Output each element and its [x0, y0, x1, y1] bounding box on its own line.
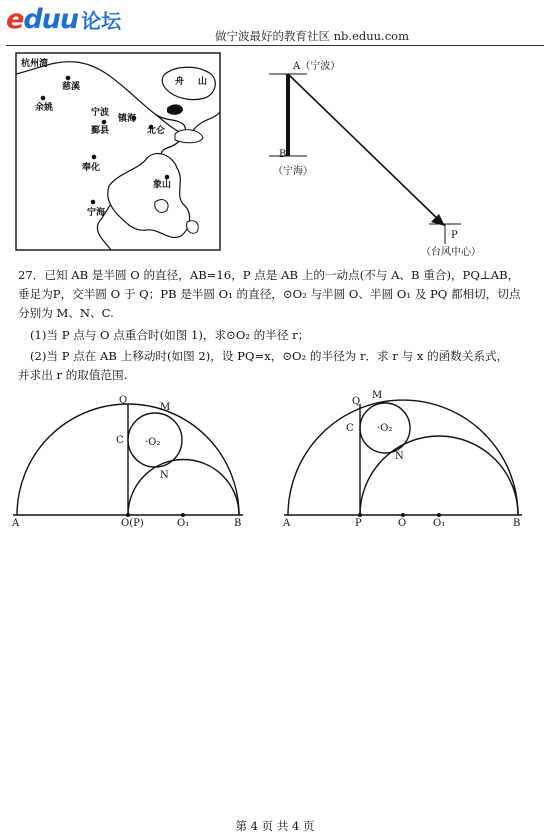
map-label-beilun: 北仑 — [147, 126, 166, 136]
map-label-ningbo: 宁波 — [91, 108, 110, 118]
city-dot-xiangshan — [165, 175, 170, 180]
logo-duu: duu — [23, 4, 79, 35]
city-dot-fenghua — [92, 155, 97, 160]
city-dot-ninghai — [91, 200, 96, 205]
figure-1 — [0, 385, 275, 530]
logo-e: e — [6, 4, 24, 35]
island-shape — [155, 200, 168, 213]
xiangshan-peninsula — [108, 153, 190, 237]
map-label-hangzhouwan: 杭州湾 — [21, 59, 49, 69]
route-arrow — [288, 74, 443, 224]
label-n: N — [395, 451, 404, 462]
island-shape — [175, 130, 203, 143]
logo-forum: 论坛 — [81, 9, 122, 33]
label-o-p: O(P) — [121, 518, 144, 529]
label-a-ningbo: A（宁波） — [293, 61, 341, 72]
label-o2: ·O₂ — [145, 437, 161, 448]
point-o1 — [181, 513, 185, 517]
label-typhoon-center: （台风中心） — [421, 247, 481, 258]
label-a: A — [283, 518, 291, 529]
label-q: Q — [119, 395, 128, 406]
problem-part-1: (1)当 P 点与 O 点重合时(如图 1)，求⊙O₂ 的半径 r； — [30, 328, 310, 342]
label-m: M — [160, 402, 171, 413]
point-o — [401, 513, 405, 517]
semicircle-o1 — [128, 460, 239, 516]
map-label-zhoushan-1: 舟 — [175, 77, 185, 87]
island-shape — [167, 104, 183, 114]
label-m: M — [372, 390, 383, 401]
map-label-zhoushan-2: 山 — [198, 77, 208, 87]
island-shape — [187, 221, 199, 234]
typhoon-route-diagram — [265, 52, 515, 262]
label-a: A — [12, 518, 20, 529]
label-p: P — [355, 518, 362, 529]
label-n: N — [160, 470, 169, 481]
ningbo-map — [15, 52, 221, 252]
label-o: O — [398, 518, 407, 529]
figure-2 — [275, 385, 550, 530]
site-subtitle: 做宁波最好的教育社区 nb.eduu.com — [215, 29, 409, 43]
point-p — [358, 513, 362, 517]
label-b: B — [279, 149, 287, 160]
problem-line-1: 27．已知 AB 是半圆 O 的直径，AB=16，P 点是 AB 上的一动点(不与 A、B 重合)，PQ⊥AB， — [18, 268, 520, 282]
label-o1: O₁ — [433, 518, 446, 529]
problem-line-3: 分别为 M、N、C. — [18, 306, 114, 320]
problem-part-2: (2)当 P 点在 AB 上移动时(如图 2)，设 PQ=x，⊙O₂ 的半径为 r．求 r 与 x 的函数关系式， — [30, 349, 509, 363]
map-label-yuyao: 余姚 — [35, 103, 54, 113]
map-label-fenghua: 奉化 — [82, 163, 101, 173]
city-dot-cixi — [66, 76, 71, 81]
map-label-xiangshan: 象山 — [153, 180, 172, 190]
label-b: B — [513, 518, 521, 529]
map-label-zhenhai: 镇海 — [118, 114, 137, 124]
semicircle-o1 — [360, 436, 518, 515]
map-label-yinxian: 鄞县 — [91, 126, 110, 136]
city-dot-ningbo — [102, 120, 107, 125]
label-q: Q — [352, 396, 361, 407]
label-o2: ·O₂ — [377, 423, 393, 434]
label-o1: O₁ — [177, 518, 190, 529]
header-divider — [6, 45, 544, 46]
problem-line-2: 垂足为P，交半圆 O 于 Q；PB 是半圆 O₁ 的直径，⊙O₂ 与半圆 O、半圆 O₁ 及 PQ 都相切，切点 — [18, 287, 521, 301]
map-label-ninghai: 宁海 — [87, 208, 106, 218]
label-b: B — [234, 518, 242, 529]
point-o1 — [437, 513, 441, 517]
map-label-cixi: 慈溪 — [62, 82, 81, 92]
point-o — [126, 513, 130, 517]
page-footer: 第 4 页 共 4 页 — [235, 819, 315, 833]
eduu-logo[interactable] — [6, 4, 121, 35]
label-c: C — [346, 423, 354, 434]
label-p: P — [451, 230, 458, 241]
label-ninghai: （宁海） — [273, 166, 313, 177]
zhoushan-island — [162, 67, 215, 99]
problem-line-6: 并求出 r 的取值范围. — [18, 368, 128, 382]
city-dot-yuyao — [41, 96, 46, 101]
label-c: C — [116, 435, 124, 446]
